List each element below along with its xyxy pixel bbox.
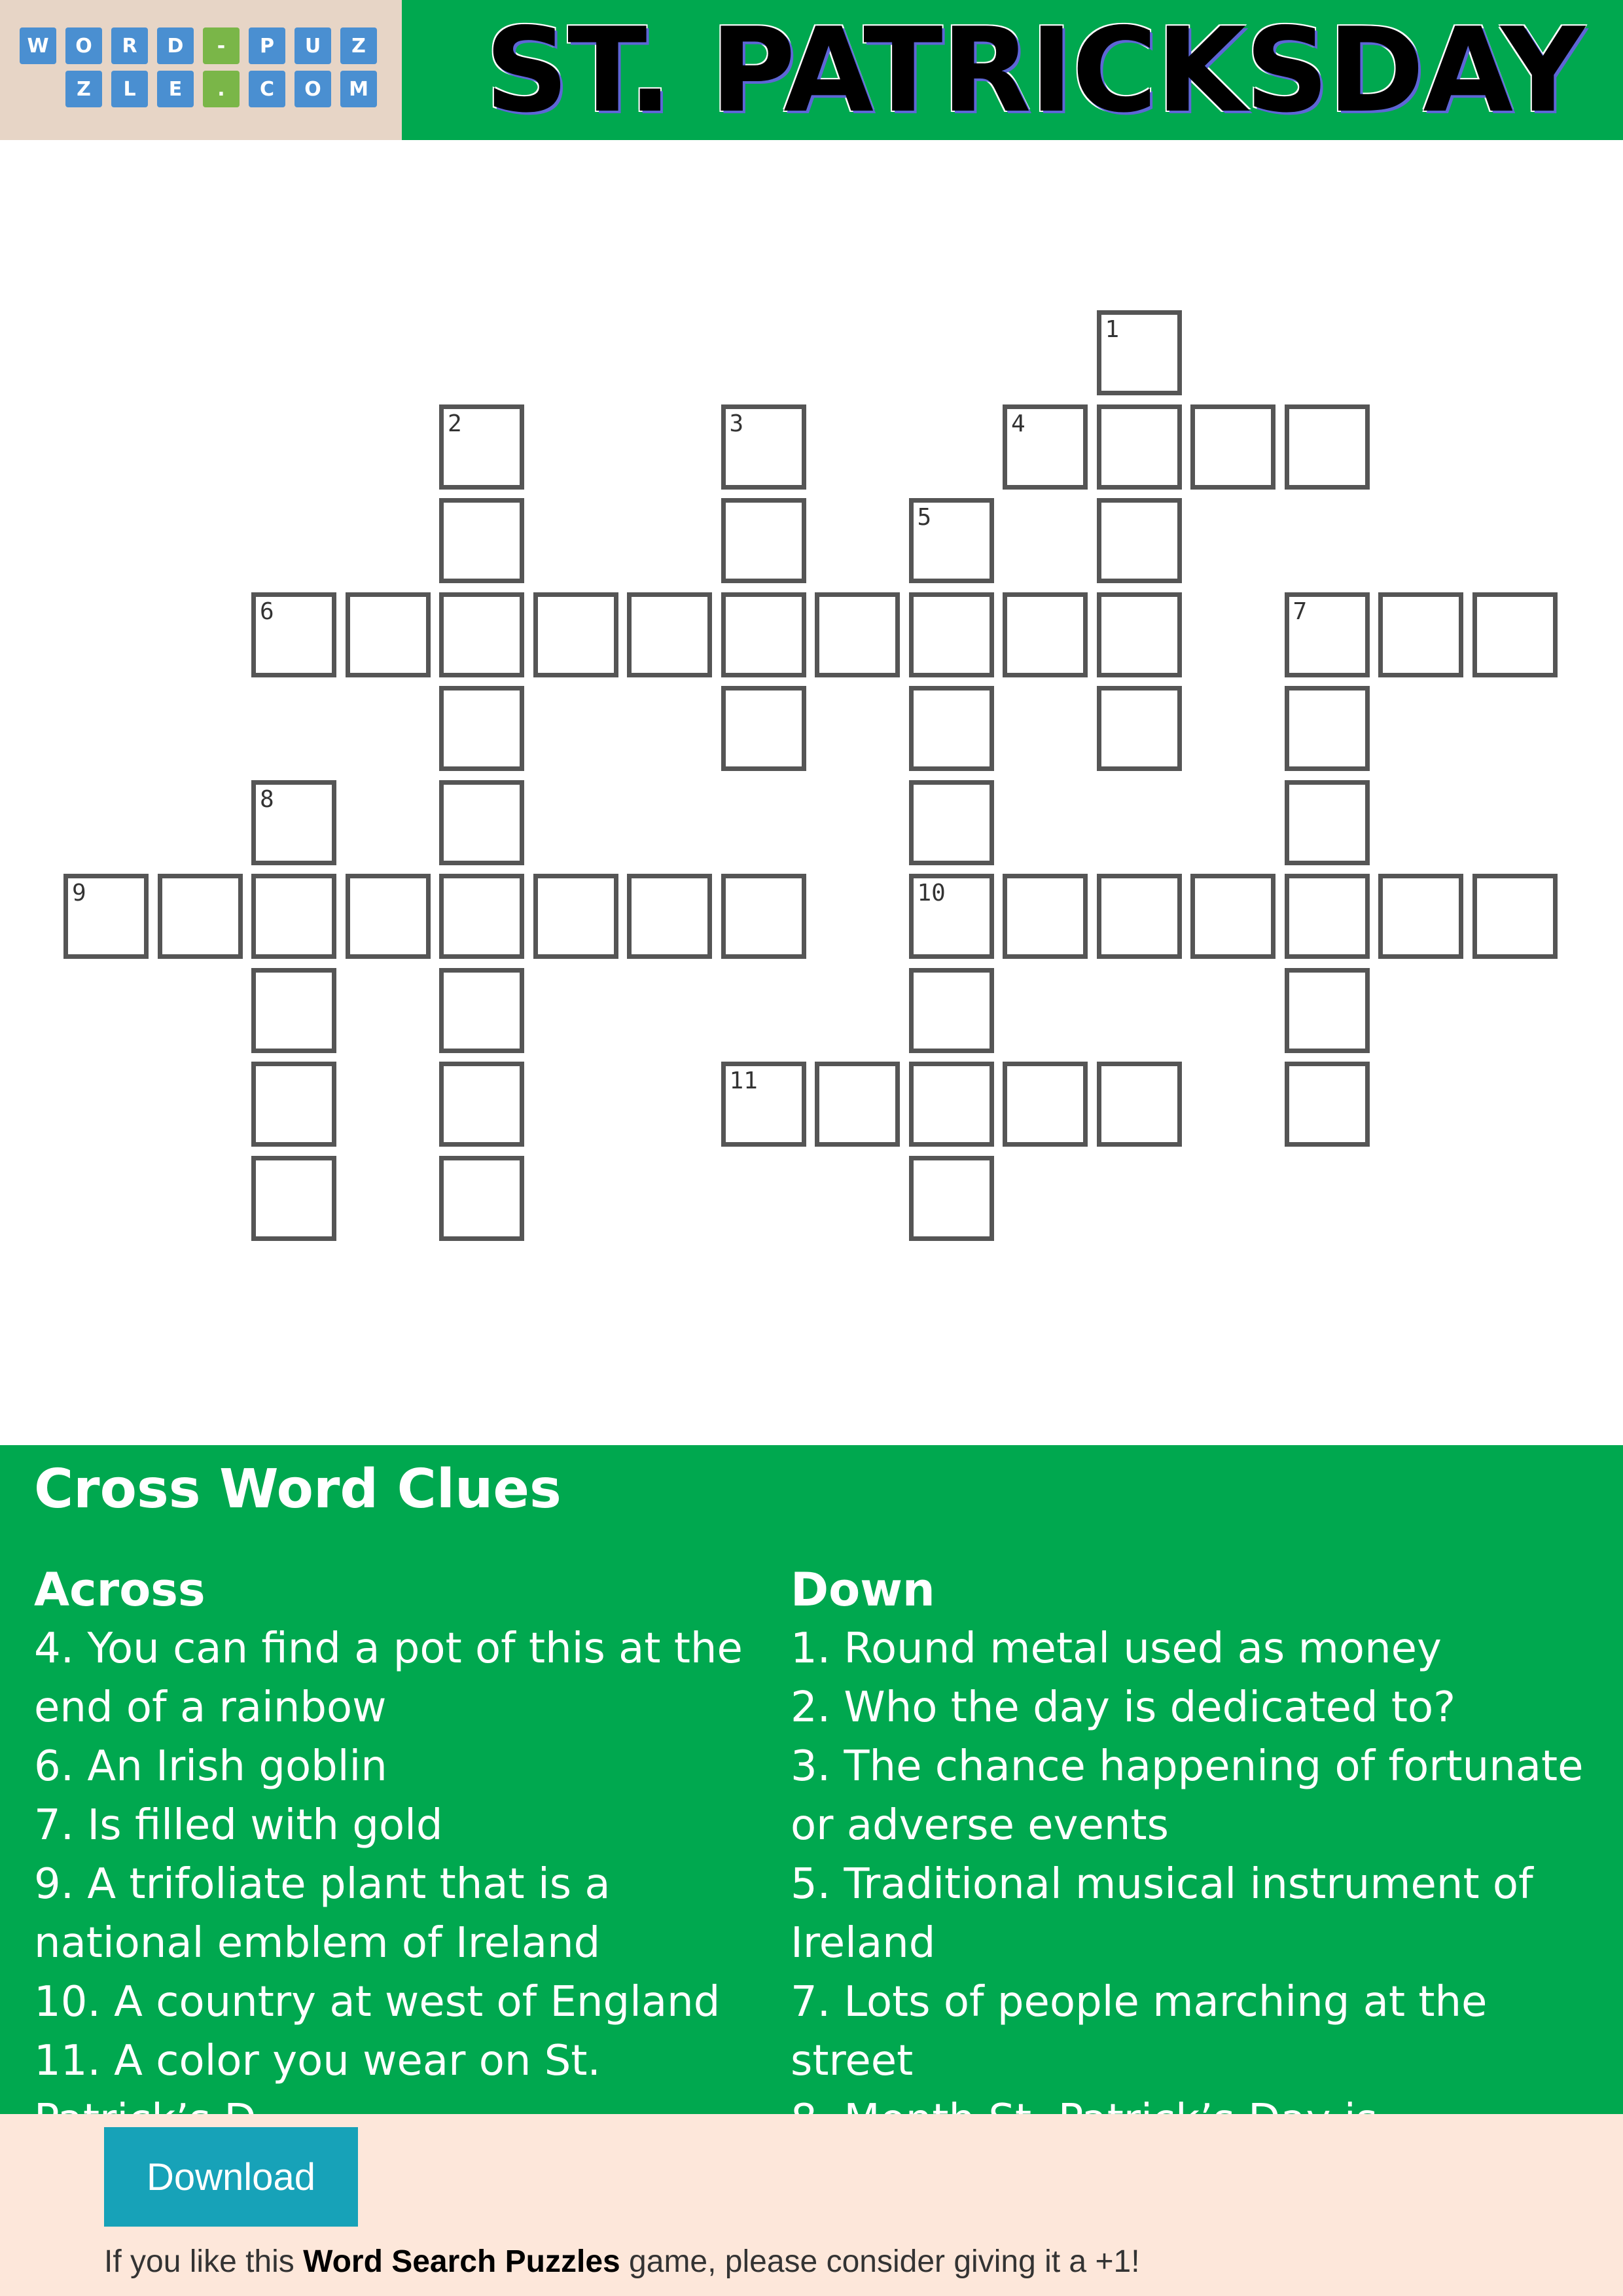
- crossword-cell[interactable]: [909, 780, 994, 865]
- crossword-cell[interactable]: [1190, 404, 1275, 490]
- clues-panel: [0, 1445, 1623, 2114]
- clue-item: 6. An Irish goblin: [34, 1742, 387, 1791]
- crossword-cell[interactable]: [1285, 968, 1370, 1053]
- crossword-cell[interactable]: [1097, 874, 1182, 959]
- clue-number: 10: [917, 880, 946, 906]
- down-heading: Down: [791, 1563, 935, 1617]
- logo-tile: -: [203, 27, 240, 64]
- crossword-cell[interactable]: [1003, 1062, 1088, 1147]
- crossword-cell[interactable]: [1285, 404, 1370, 490]
- crossword-cell[interactable]: [1097, 592, 1182, 677]
- clue-number: 11: [729, 1067, 758, 1094]
- crossword-cell[interactable]: [1285, 1062, 1370, 1147]
- clue-item: 7. Is filled with gold: [34, 1801, 443, 1850]
- logo-tile: D: [157, 27, 194, 64]
- crossword-cell[interactable]: [439, 1156, 524, 1241]
- crossword-cell[interactable]: [627, 874, 712, 959]
- clue-item: 4. You can find a pot of this at the end of a rainbow: [34, 1624, 757, 1732]
- logo-tile: R: [111, 27, 148, 64]
- crossword-cell[interactable]: [1190, 874, 1275, 959]
- logo-tile: U: [294, 27, 331, 64]
- clue-item: 11. A color you wear on St.: [34, 2037, 601, 2085]
- footer-note: [104, 2244, 1140, 2280]
- crossword-cell[interactable]: [1097, 686, 1182, 771]
- crossword-cell[interactable]: [1097, 310, 1182, 395]
- crossword-cell[interactable]: [439, 968, 524, 1053]
- crossword-cell[interactable]: [439, 1062, 524, 1147]
- footer-note-link[interactable]: Word Search Puzzles: [303, 2244, 620, 2279]
- clue-item: 7. Lots of people marching at the street: [791, 1978, 1501, 2085]
- crossword-cell[interactable]: [439, 498, 524, 583]
- crossword-cell[interactable]: [1097, 498, 1182, 583]
- crossword-cell[interactable]: [909, 1156, 994, 1241]
- clue-item: 1. Round metal used as money: [791, 1624, 1442, 1673]
- clue-number: 2: [448, 410, 462, 437]
- crossword-cell[interactable]: [251, 780, 336, 865]
- crossword-cell[interactable]: [439, 686, 524, 771]
- clue-item: 3. The chance happening of fortunate or adverse events: [791, 1742, 1597, 1850]
- crossword-cell[interactable]: [251, 592, 336, 677]
- crossword-cell[interactable]: [439, 780, 524, 865]
- logo-tile: W: [20, 27, 56, 64]
- crossword-cell[interactable]: [815, 592, 900, 677]
- logo-tile: Z: [340, 27, 377, 64]
- crossword-cell[interactable]: [721, 592, 806, 677]
- crossword-cell[interactable]: [721, 1062, 806, 1147]
- crossword-cell[interactable]: [909, 686, 994, 771]
- crossword-cell[interactable]: [909, 874, 994, 959]
- crossword-cell[interactable]: [533, 874, 618, 959]
- logo-tile: P: [249, 27, 285, 64]
- crossword-cell[interactable]: [63, 874, 149, 959]
- logo-tile: O: [294, 71, 331, 107]
- crossword-cell[interactable]: [346, 874, 431, 959]
- crossword-cell[interactable]: [1285, 874, 1370, 959]
- crossword-cell[interactable]: [439, 404, 524, 490]
- clue-item: 5. Traditional musical instrument of Ireland: [791, 1860, 1546, 1967]
- crossword-cell[interactable]: [439, 874, 524, 959]
- crossword-cell[interactable]: [1285, 592, 1370, 677]
- crossword-cell[interactable]: [721, 498, 806, 583]
- clue-number: 5: [917, 504, 932, 531]
- crossword-cell[interactable]: [1003, 592, 1088, 677]
- clue-number: 6: [260, 598, 274, 625]
- download-button[interactable]: Download: [104, 2127, 358, 2227]
- crossword-cell[interactable]: [158, 874, 243, 959]
- clue-number: 1: [1105, 316, 1120, 343]
- crossword-cell[interactable]: [909, 498, 994, 583]
- clue-item: 9. A trifoliate plant that is a national emblem of Ireland: [34, 1860, 624, 1967]
- page-title: ST. PATRICKSDAY: [484, 3, 1584, 138]
- crossword-cell[interactable]: [1003, 404, 1088, 490]
- crossword-cell[interactable]: [1378, 874, 1463, 959]
- logo-tile: C: [249, 71, 285, 107]
- crossword-cell[interactable]: [909, 1062, 994, 1147]
- crossword-cell[interactable]: [1285, 780, 1370, 865]
- clue-number: 8: [260, 785, 274, 813]
- crossword-cell[interactable]: [1003, 874, 1088, 959]
- clues-title: Cross Word Clues: [34, 1458, 562, 1520]
- crossword-cell[interactable]: [909, 968, 994, 1053]
- crossword-cell[interactable]: [909, 592, 994, 677]
- crossword-cell[interactable]: [346, 592, 431, 677]
- crossword-cell[interactable]: [1097, 404, 1182, 490]
- crossword-cell[interactable]: [251, 968, 336, 1053]
- clue-number: 4: [1011, 410, 1026, 437]
- crossword-cell[interactable]: [251, 874, 336, 959]
- crossword-cell[interactable]: [721, 686, 806, 771]
- logo-tile: .: [203, 71, 240, 107]
- footer: [0, 2114, 1623, 2296]
- clue-item: 10. A country at west of England: [34, 1978, 721, 2026]
- logo-tile: L: [111, 71, 148, 107]
- crossword-cell[interactable]: [1285, 686, 1370, 771]
- clue-number: 9: [72, 880, 86, 906]
- footer-note-suffix: game, please consider giving it a +1!: [620, 2244, 1140, 2279]
- clue-item: 2. Who the day is dedicated to?: [791, 1683, 1456, 1732]
- across-heading: Across: [34, 1563, 205, 1617]
- crossword-cell[interactable]: [1378, 592, 1463, 677]
- clue-number: 7: [1293, 598, 1308, 625]
- crossword-cell[interactable]: [815, 1062, 900, 1147]
- crossword-cell[interactable]: [1472, 874, 1558, 959]
- logo-tile: Z: [65, 71, 102, 107]
- across-clue-list: [34, 1619, 767, 2149]
- crossword-cell[interactable]: [1472, 592, 1558, 677]
- crossword-cell[interactable]: [251, 1062, 336, 1147]
- crossword-cell[interactable]: [627, 592, 712, 677]
- crossword-cell[interactable]: [439, 592, 524, 677]
- crossword-cell[interactable]: [721, 874, 806, 959]
- footer-note-prefix: If you like this: [104, 2244, 304, 2279]
- logo-tile: E: [157, 71, 194, 107]
- crossword-cell[interactable]: [721, 404, 806, 490]
- crossword-cell[interactable]: [533, 592, 618, 677]
- logo-tile: M: [340, 71, 377, 107]
- logo-tile: O: [65, 27, 102, 64]
- crossword-cell[interactable]: [251, 1156, 336, 1241]
- clue-number: 3: [729, 410, 744, 437]
- crossword-cell[interactable]: [1097, 1062, 1182, 1147]
